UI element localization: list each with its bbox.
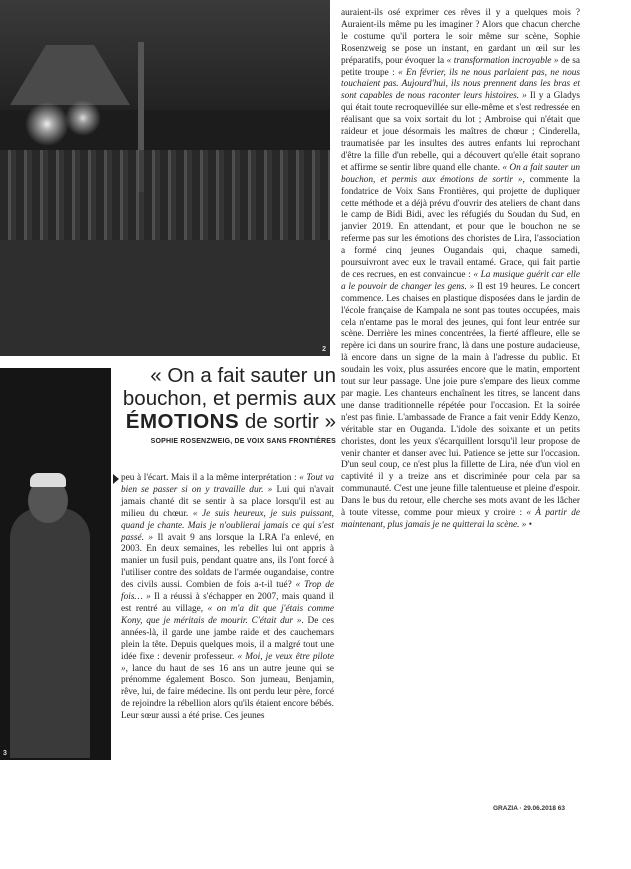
quote-text: « La musique guérit car elle a le pouvoir de changer les gens. » xyxy=(341,269,580,292)
article-paragraph xyxy=(341,8,580,532)
quote-text: « À partir de maintenant, plus jamais je ne quitterai la scène. » xyxy=(341,508,581,530)
body-text: Il y a Gladys qui était toute recroquevillée sur elle-même et s'est redressée en réalisant que sa voix sortait du lot ; Ambroise qui n'était que raideur et joue désormais les maîtres de chœur ; Cinderella, traumatisée par les insultes des autres enfants lui reprochant d'être la fille d'un rebelle, qui a découvert qu'elle était soprano et affirme se sentir libre quand elle chante. xyxy=(341,91,581,173)
body-text: • xyxy=(526,519,532,530)
pull-quote-attribution: SOPHIE ROSENZWEIG, DE VOIX SANS FRONTIÈRES xyxy=(150,438,336,445)
photo-number: 3 xyxy=(3,750,7,757)
quote-text: « Je suis heureux, je suis puissant, quand je chante. Mais je n'oublierai jamais ce qui s'est passé. » xyxy=(121,508,335,543)
page-footer: GRAZIA · 29.06.2018 63 xyxy=(493,805,566,812)
quote-text: « transformation incroyable » xyxy=(446,55,559,66)
body-text: , lance du haut de ses 16 ans un autre jeune qui se prénomme également Bosco. Son jumeau, Benjamin, rêve, lui, de faire médecine. Ils ont perdu leur père, forcé de rejoindre la rébellion alors qu'ils étaient encore bébés. Leur sœur aussi a été prise. Ces jeunes xyxy=(121,663,334,722)
quote-text: « En février, ils ne nous parlaient pas, ne nous touchaient pas. Aujourd'hui, ils nous prennent dans les bras et sont capables de nous raconter leurs histoires. » xyxy=(341,67,580,102)
body-text: peu à l'écart. Mais il a la même interprétation : xyxy=(121,473,300,483)
photo-number: 2 xyxy=(322,346,326,353)
article-column-right xyxy=(341,8,580,532)
continuation-arrow-icon xyxy=(113,474,119,484)
body-text: . De ces années-là, il garde une jambe raide et des cauchemars plein la tête. Depuis quelques mois, il a malgré tout une idée fixe : devenir professeur. xyxy=(121,615,335,662)
photo-ground xyxy=(0,240,330,356)
singer-photo xyxy=(0,368,111,760)
quote-text: « Moi, je veux être pilote » xyxy=(121,651,334,674)
singer-cap xyxy=(30,473,66,487)
article-column-left xyxy=(121,473,334,723)
body-text: , commente la fondatrice de Voix Sans Frontières, qui projette de dupliquer cette méthode et a déjà prévu d'ouvrir des ateliers de chant dans le camp de Bidi Bidi, avec les réfugiés du Soudan du Sud, en janvier 2019. En attendant, et pour que le bouchon ne se referme pas sur les émotions des choristes de Lira, l'association a formé cinq jeunes Ougandais qui, chaque samedi, poursuivront avec eux le travail entamé. Grace, qui fait partie de ces recrues, en est convaincue : xyxy=(341,174,581,280)
quote-text: « Trop de fois… » xyxy=(121,580,334,603)
pull-quote xyxy=(118,364,336,445)
article-paragraph xyxy=(121,473,334,723)
body-text: auraient-ils osé exprimer ces rêves il y a quelques mois ? Auraient-ils même pu les imaginer ? Alors que chacun cherche le costume qu'il portera le soir même sur scène, Sophie Rosenzweig se pose un instant, en gardant un œil sur les préparatifs, pour évoquer la xyxy=(341,8,580,66)
body-text: Il est 19 heures. Le concert commence. Les chaises en plastique disposées dans le jardin de l'école française de Kampala ne sont pas toutes occupées, mais cela n'entame pas le moral des jeunes, qui font leur entrée sur scène. Derrière les mines concentrées, la fierté affleure, elle se repère ici dans un sourire franc, là dans une posture audacieuse, là encore dans un signe de la main à l'adresse du public. Et soudain les voix, plus assurées encore que le matin, emportent tout sur leur passage. Une joie pure s'empare des lieux comme par magie. Les chanteurs enchaînent les titres, se lancent dans une danse traditionnelle répétée pour l'occasion. Et la soirée n'est pas finie. L'ambassade de France a fait venir Eddy Kenzo, véritable star en Ouganda. L'idole des soixante et un petits choristes, dont les yeux s'écarquillent lorsqu'il leur propose de venir chanter et danser avec lui. Patience se jette sur l'occasion. D'un seul coup, ce n'est plus la fillette de Lira, née d'un viol en captivité il y a treize ans et discriminée pour cela par sa communauté. C'est une jeune fille talentueuse et pleine d'espoir. Dans le bus du retour, elle cherche ses mots avant de les lâcher à toute vitesse, comme pour mieux y croire : xyxy=(341,281,580,519)
concert-photo xyxy=(0,0,330,356)
emotions-word: ÉMOTIONS xyxy=(125,410,240,433)
body-text: Lui qui n'avait jamais chanté dit se sentir à sa place lorsqu'il est au milieu du chœur. xyxy=(121,484,335,519)
quote-text: « On a fait sauter un bouchon, et permis aux émotions de sortir » xyxy=(341,162,580,185)
singer-figure xyxy=(10,508,90,758)
quote-text: « Tout va bien se passer si on y travaille dur. » xyxy=(121,473,334,495)
body-text: Il avait 9 ans lorsque la LRA l'a enlevé, en 2003. En deux semaines, les rebelles lui ont appris à manier un fusil puis, pendant quatre ans, ils l'ont forcé à l'utiliser contre des soldats de l'armée ougandaise, contre des civils aussi. Combien de fois a-t-il tué? xyxy=(121,532,334,591)
choir-crowd xyxy=(0,150,330,240)
quote-text: « on m'a dit que j'étais comme Kony, que je méritais de mourir. C'était dur » xyxy=(121,603,334,626)
body-text: de sa petite troupe : xyxy=(341,55,580,78)
pull-quote-text: « On a fait sauter un bouchon, et permis aux ÉMOTIONS de sortir » xyxy=(122,364,336,433)
body-text: Il a réussi à s'échapper en 2007, mais quand il est rentré au village, xyxy=(121,592,335,614)
